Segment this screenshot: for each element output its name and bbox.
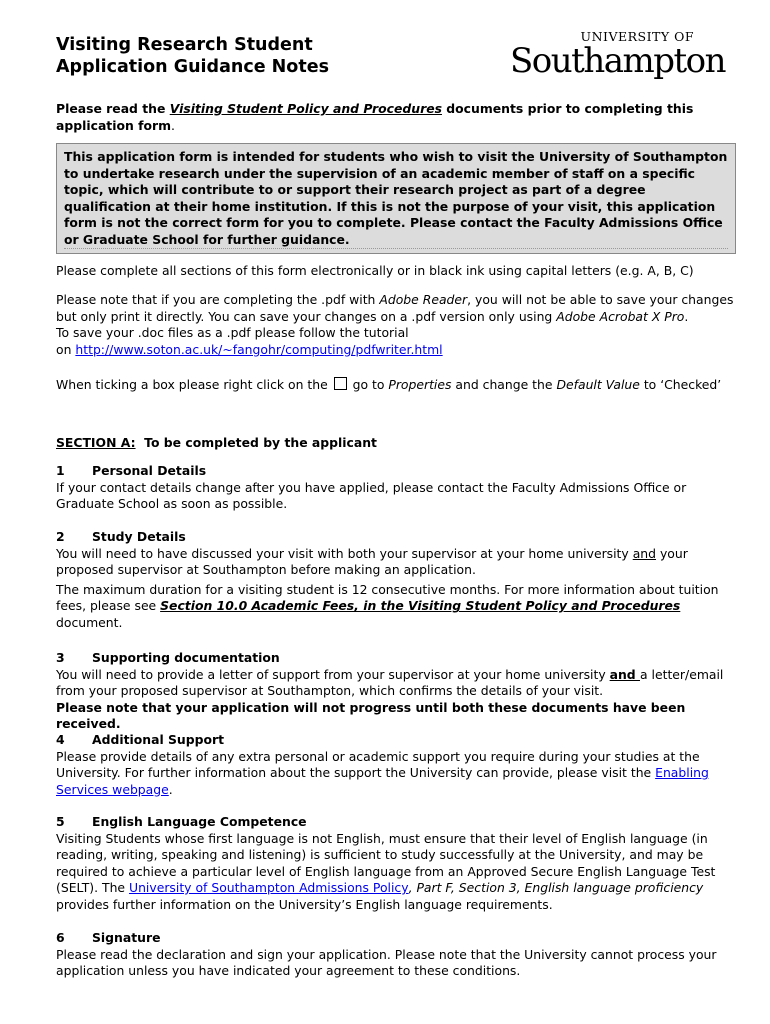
section-3-warning: Please note that your application will not progress until both these documents have been received. [56, 699, 686, 732]
default-value-text: Default Value [556, 377, 640, 392]
section-a-label: SECTION A: [56, 435, 136, 450]
section-5-text-post: provides further information on the University’s English language requirements. [56, 896, 553, 912]
tick-end: to ‘Checked’ [639, 377, 722, 392]
section-a-title: To be completed by the applicant [135, 435, 377, 450]
tick-mid2: and change the [451, 377, 557, 392]
tutorial-link[interactable]: http://www.soton.ac.uk/~fangohr/computing/pdfwriter.html [75, 341, 443, 357]
section-6 [56, 930, 736, 980]
properties-text: Properties [388, 377, 452, 392]
section-2-text [56, 546, 736, 579]
page-title [56, 34, 329, 78]
section-3 [56, 650, 736, 733]
pdf-end: . [684, 308, 689, 324]
admissions-policy-link[interactable]: University of Southampton Admissions Policy [129, 880, 409, 896]
fees-reference: Section 10.0 Academic Fees, in the Visiting Student Policy and Procedures [160, 598, 681, 614]
university-logo [510, 29, 726, 81]
section-6-heading: Signature [92, 930, 161, 945]
intro-pre: Please read the [56, 101, 170, 116]
section-2-and: and [632, 545, 657, 561]
adobe-reader: Adobe Reader [379, 292, 468, 307]
section-3-number: 3 [56, 650, 65, 665]
section-4-text-end: . [168, 781, 173, 797]
section-6-text: Please read the declaration and sign your application. Please note that the University cannot process your application unless you have indicated your agreement to these conditions. [56, 946, 717, 979]
enabling-services-link[interactable]: Enabling Services webpage [56, 765, 709, 797]
doc-instruction: To save your .doc files as a .pdf please follow the tutorial [56, 325, 409, 341]
on-text: on [56, 341, 76, 357]
tick-mid: go to [348, 377, 389, 392]
section-4 [56, 732, 736, 798]
section-5-text [56, 831, 736, 914]
pdf-mid: , you will not be able to save your changes but only print it directly. You can save your changes on a .pdf version only using [56, 292, 734, 324]
tick-instruction [56, 377, 736, 394]
title-line-2: Application Guidance Notes [56, 57, 329, 77]
pdf-pre: Please note that if you are completing the .pdf with [56, 292, 380, 307]
checkbox-icon [334, 377, 347, 390]
intro-paragraph [56, 101, 736, 134]
logo-main-text: Southampton [510, 41, 726, 81]
section-3-text-post: a letter/email from your proposed supervisor at Southampton, which confirms the details of your visit. [56, 666, 724, 699]
adobe-acrobat: Adobe Acrobat X Pro [556, 308, 685, 324]
notice-text: This application form is intended for students who wish to visit the University of Southampton to undertake research under the supervision of an academic member of staff on a specific topic, which will contribute to or support their research project as part of a degree qualification at their home institution. If this is not the purpose of your visit, this application form is not the correct form for you to complete. Please contact the Faculty Admissions Office or Graduate School for further guidance. [64, 149, 728, 249]
section-2-heading: Study Details [92, 529, 186, 544]
section-4-number: 4 [56, 732, 65, 747]
section-2-number: 2 [56, 529, 65, 544]
section-1-text: If your contact details change after you have applied, please contact the Faculty Admissions Office or Graduate School as soon as possible. [56, 479, 687, 512]
section-5-reference: , Part F, Section 3, English language proficiency [408, 880, 704, 896]
section-4-heading: Additional Support [92, 732, 225, 747]
section-5-number: 5 [56, 814, 65, 829]
complete-all-instruction: Please complete all sections of this form electronically or in black ink using capital letters (e.g. A, B, C) [56, 263, 694, 278]
section-5 [56, 814, 736, 914]
section-2-duration-post: document. [56, 614, 123, 630]
section-3-and: and [609, 666, 640, 682]
section-6-number: 6 [56, 930, 65, 945]
section-1-number: 1 [56, 463, 65, 478]
section-3-text [56, 667, 736, 700]
section-4-text [56, 749, 736, 799]
section-5-heading: English Language Competence [92, 814, 307, 829]
section-1-heading: Personal Details [92, 463, 207, 478]
section-2 [56, 529, 736, 632]
section-a-heading [56, 435, 736, 452]
notice-box [56, 143, 736, 254]
title-line-1: Visiting Research Student [56, 35, 313, 55]
tick-pre: When ticking a box please right click on the [56, 377, 332, 392]
policy-reference: Visiting Student Policy and Procedures [169, 101, 442, 116]
section-5-text-pre: Visiting Students whose first language is not English, must ensure that their level of English language (in reading, writing, speaking and listening) is sufficient to study successfully at the University, and may be required to achieve a particular level of English language from an Approved Secure English Language Test (SELT). The [56, 830, 716, 896]
section-3-heading: Supporting documentation [92, 650, 280, 665]
section-4-text-body: Please provide details of any extra personal or academic support you require during your studies at the University. For further information about the support the University can provide, please visit the [56, 748, 700, 781]
section-2-text-post: your proposed supervisor at Southampton before making an application. [56, 545, 688, 578]
intro-period: . [171, 117, 175, 133]
section-2-duration-pre: The maximum duration for a visiting student is 12 consecutive months. For more information about tuition fees, please see [56, 581, 719, 614]
pdf-instruction [56, 292, 736, 358]
logo-top-text: UNIVERSITY OF [580, 29, 694, 44]
section-2-text-pre: You will need to have discussed your visit with both your supervisor at your home university [56, 545, 633, 561]
section-1 [56, 463, 736, 513]
section-3-text-pre: You will need to provide a letter of support from your supervisor at your home university [56, 666, 610, 682]
intro-post: documents prior to completing this application form [56, 101, 694, 133]
section-2-duration [56, 582, 736, 632]
